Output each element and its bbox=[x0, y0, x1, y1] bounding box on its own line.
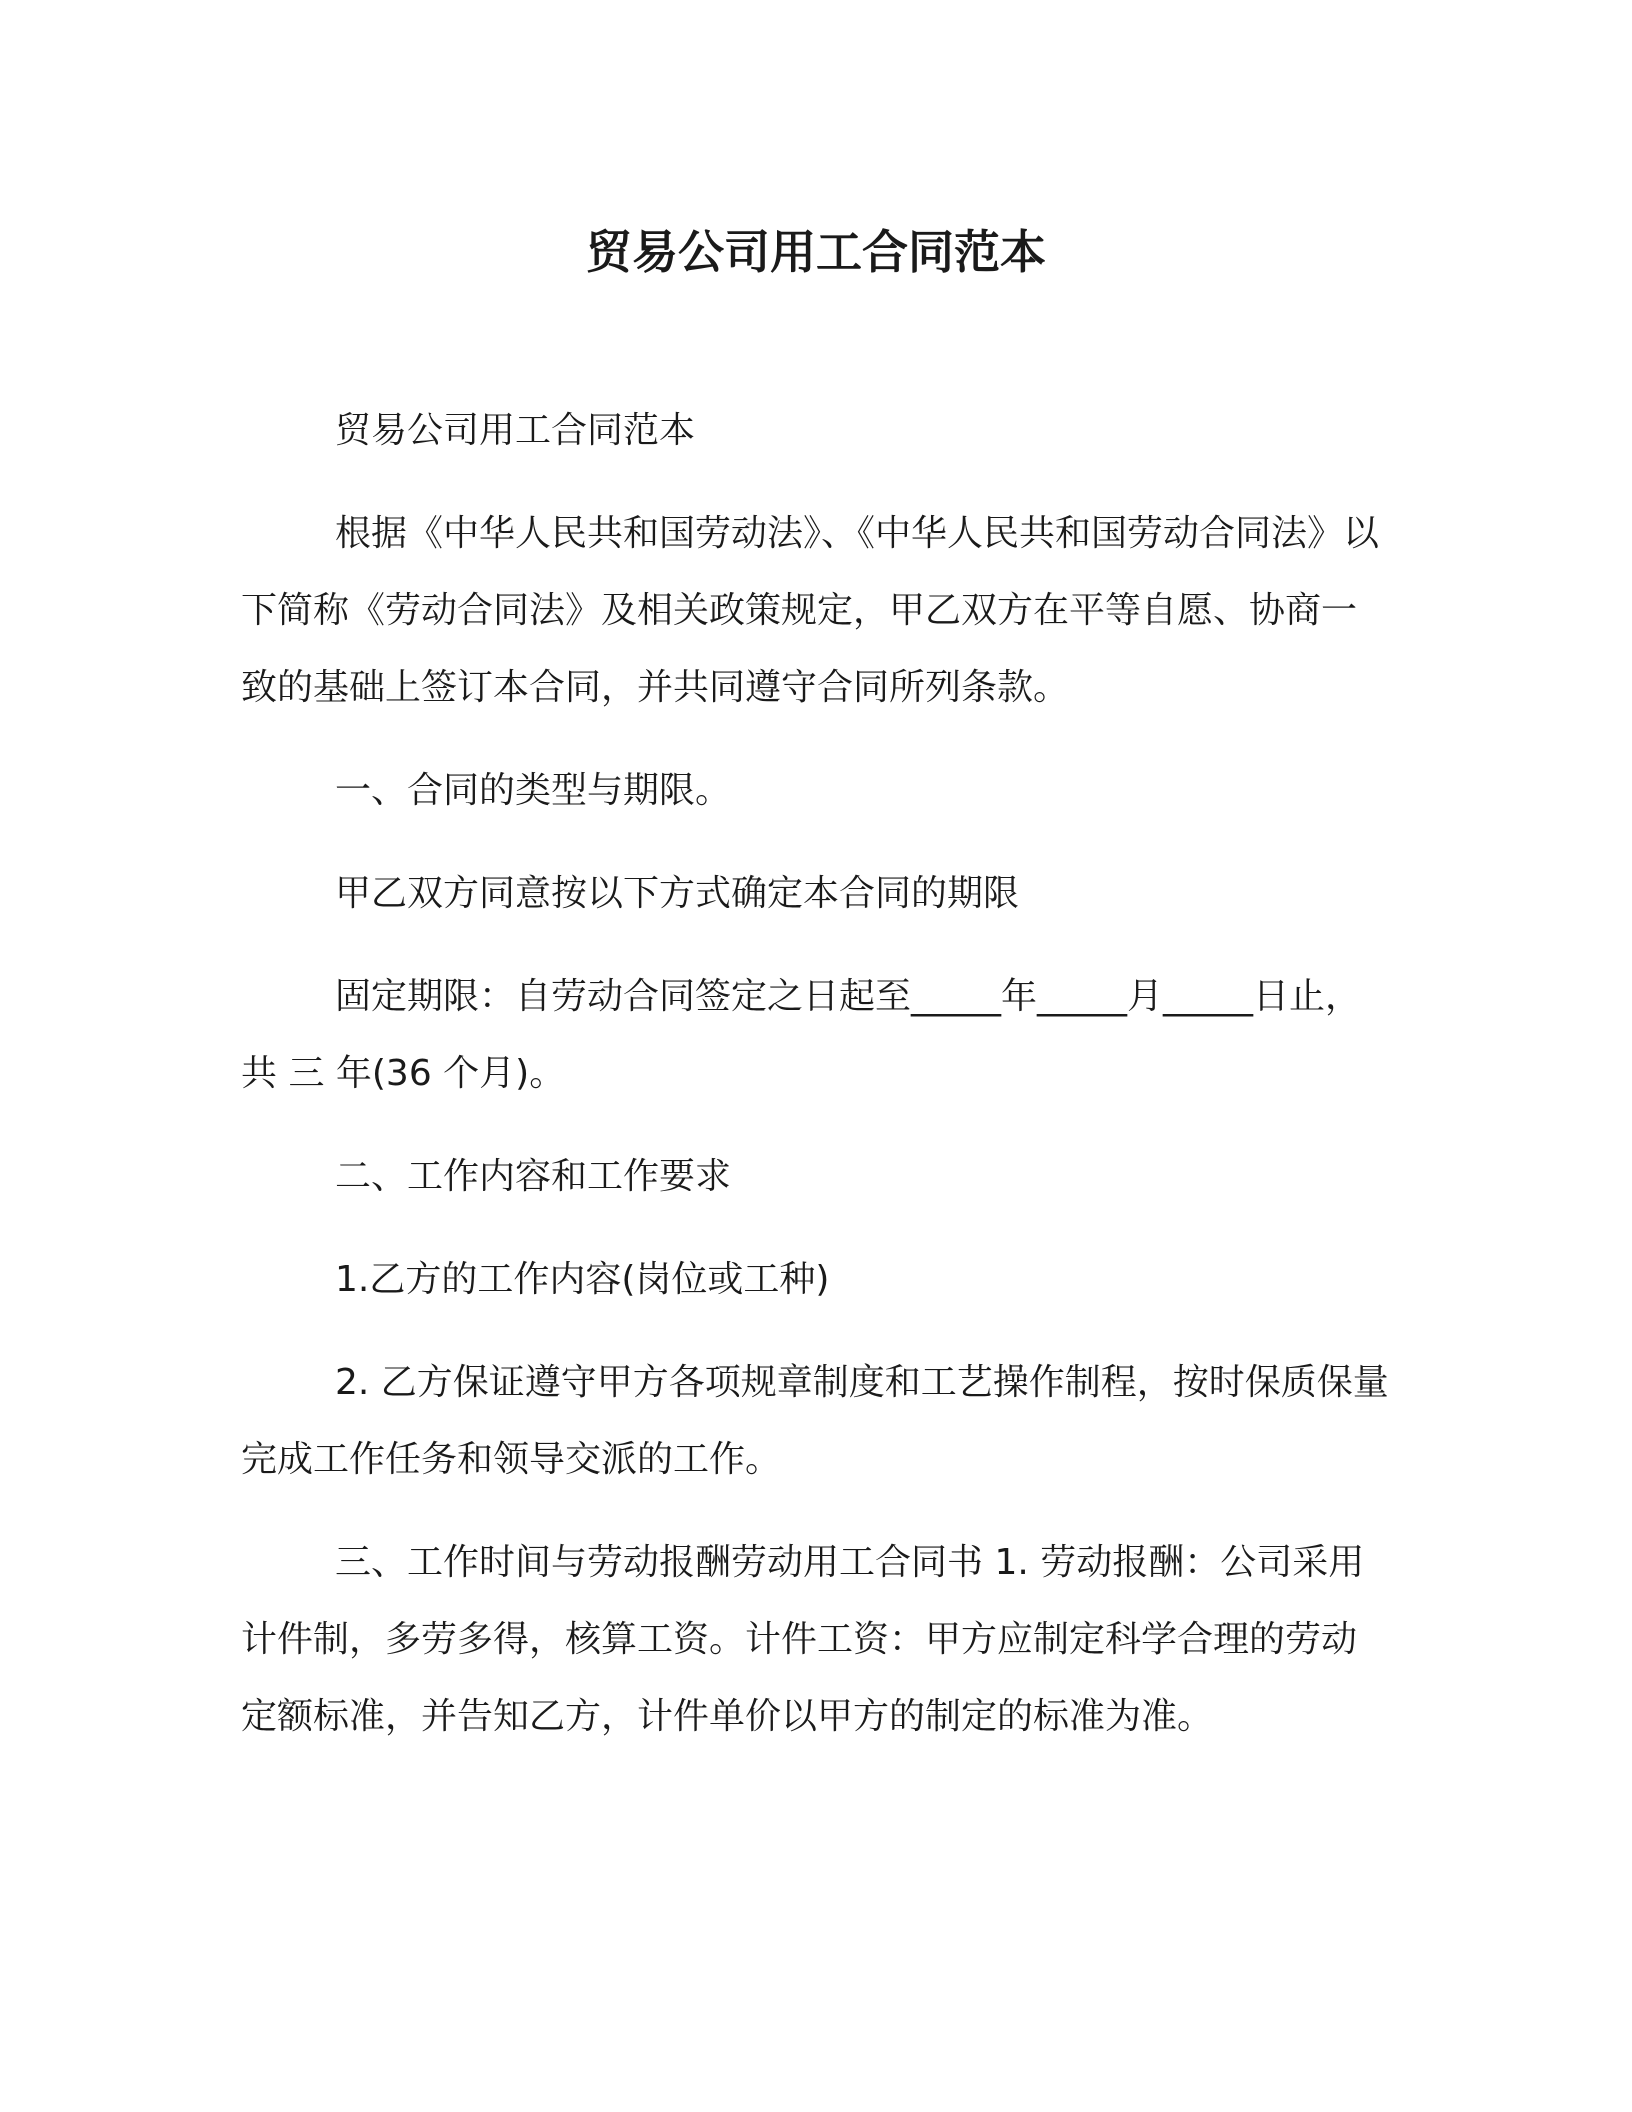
section-heading-3: 三、工作时间与劳动报酬劳动用工合同书 1. 劳动报酬：公司采用计件制，多劳多得，核算工资。计件工资：甲方应制定科学合理的劳动定额标准，并告知乙方，计件单价以甲方的制定的标准为准。 bbox=[241, 1542, 1365, 1737]
paragraph-preamble: 根据《中华人民共和国劳动法》、《中华人民共和国劳动合同法》以下简称《劳动合同法》及相关政策规定，甲乙双方在平等自愿、协商一致的基础上签订本合同，并共同遵守合同所列条款。 bbox=[241, 513, 1380, 708]
section-heading-2: 二、工作内容和工作要求 bbox=[335, 1156, 732, 1197]
paragraph-subtitle: 贸易公司用工合同范本 bbox=[335, 410, 696, 451]
paragraph-job-content: 1.乙方的工作内容(岗位或工种) bbox=[335, 1259, 830, 1300]
paragraph-job-requirements: 2. 乙方保证遵守甲方各项规章制度和工艺操作制程，按时保质保量完成工作任务和领导交派的工作。 bbox=[241, 1362, 1389, 1480]
section-heading-1: 一、合同的类型与期限。 bbox=[335, 770, 732, 811]
document-title: 贸易公司用工合同范本 bbox=[586, 225, 1046, 279]
paragraph-fixed-term: 固定期限：自劳动合同签定之日起至_____年_____月_____日止，共 三 年(36 个月)。 bbox=[241, 976, 1362, 1094]
paragraph-term-agreement: 甲乙双方同意按以下方式确定本合同的期限 bbox=[335, 873, 1020, 914]
document-body bbox=[241, 392, 1391, 1755]
